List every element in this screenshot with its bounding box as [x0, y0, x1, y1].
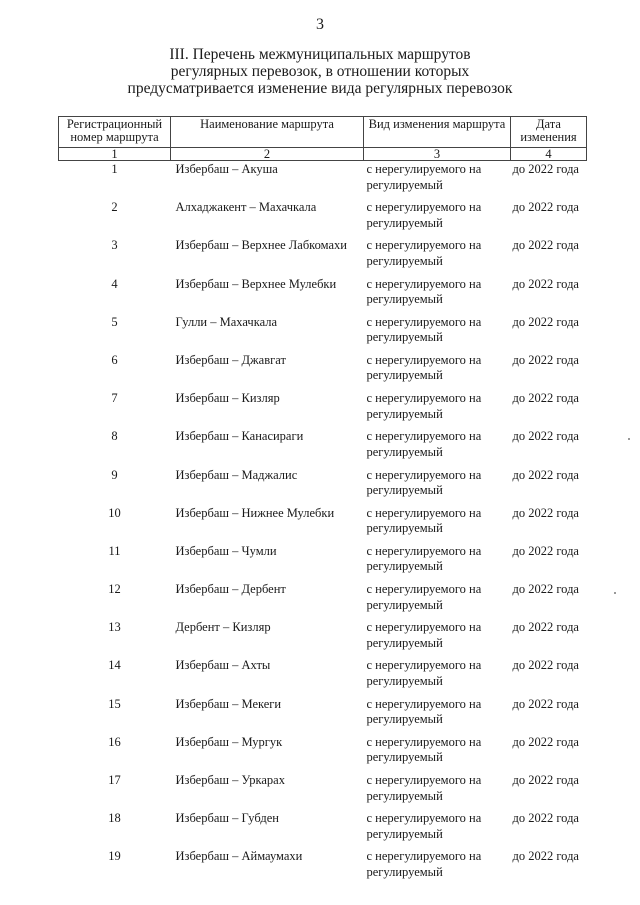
route-name: Избербаш – Уркарах [175, 773, 285, 787]
table-row [59, 199, 587, 237]
route-change-date: до 2022 года [512, 849, 579, 864]
route-change-type: с нерегулируемого на регулируемый [366, 391, 482, 421]
route-change-type: с нерегулируемого на регулируемый [366, 696, 482, 727]
route-change-date: до 2022 года [512, 658, 579, 673]
table-row [59, 237, 587, 275]
route-change-type: с нерегулируемого на регулируемый [366, 467, 482, 497]
route-reg-number: 3 [111, 238, 118, 253]
table-row [59, 390, 587, 428]
route-change-date: до 2022 года [512, 276, 579, 291]
route-name: Избербаш – Джавгат [175, 352, 286, 367]
route-name: Избербаш – Дербент [175, 582, 286, 597]
route-name: Избербаш – Акуша [175, 162, 278, 176]
route-name: Гулли – Махачкала [175, 314, 278, 329]
table-row [59, 734, 587, 772]
table-row [59, 581, 587, 619]
table-header [59, 117, 587, 161]
route-name: Избербаш – Мекеги [175, 696, 282, 711]
header-change-date: Дата изменения [511, 117, 587, 148]
table-row [59, 696, 587, 734]
table-row [59, 276, 587, 314]
table-row [59, 161, 587, 200]
route-change-date: до 2022 года [512, 314, 579, 329]
table-row [59, 619, 587, 657]
route-change-type: с нерегулируемого на регулируемый [366, 811, 482, 841]
route-change-type: с нерегулируемого на регулируемый [366, 658, 482, 688]
route-reg-number: 12 [108, 582, 121, 597]
header-number-4: 4 [511, 148, 587, 161]
route-change-date: до 2022 года [512, 429, 579, 444]
table-row [59, 772, 587, 810]
route-name: Избербаш – Мургук [175, 734, 283, 749]
route-reg-number: 16 [108, 734, 121, 749]
route-change-type: с нерегулируемого на регулируемый [366, 543, 482, 574]
route-reg-number: 9 [111, 467, 118, 482]
route-name: Избербаш – Верхнее Мулебки [175, 276, 337, 291]
route-change-date: до 2022 года [512, 734, 579, 749]
table-row [59, 352, 587, 390]
route-reg-number: 7 [111, 391, 118, 406]
title-line-1: III. Перечень межмуниципальных маршрутов [169, 46, 471, 63]
route-change-type: с нерегулируемого на регулируемый [366, 352, 482, 383]
table-row [59, 428, 587, 466]
table-row [59, 543, 587, 581]
route-name: Избербаш – Кизляр [175, 391, 280, 406]
scan-speck [628, 438, 630, 440]
route-reg-number: 19 [108, 849, 121, 864]
header-number-1: 1 [59, 148, 171, 161]
route-reg-number: 18 [108, 811, 121, 826]
route-change-type: с нерегулируемого на регулируемый [366, 238, 482, 268]
route-reg-number: 2 [111, 200, 118, 215]
route-name: Избербаш – Ахты [175, 658, 271, 673]
route-change-date: до 2022 года [512, 505, 579, 520]
route-change-date: до 2022 года [512, 352, 579, 367]
route-change-date: до 2022 года [512, 238, 579, 253]
route-reg-number: 10 [108, 505, 121, 520]
route-name: Избербаш – Чумли [175, 543, 277, 558]
route-name: Избербаш – Губден [175, 811, 279, 826]
route-name: Избербаш – Нижнее Мулебки [175, 505, 335, 520]
route-reg-number: 15 [108, 696, 121, 711]
table-row [59, 314, 587, 352]
route-change-date: до 2022 года [512, 391, 579, 406]
document-title [0, 46, 640, 97]
route-change-date: до 2022 года [512, 200, 579, 215]
route-change-type: с нерегулируемого на регулируемый [366, 773, 482, 803]
route-change-type: с нерегулируемого на регулируемый [366, 582, 482, 612]
route-change-type: с нерегулируемого на регулируемый [366, 620, 482, 650]
table-row [59, 505, 587, 543]
header-number-2: 2 [171, 148, 364, 161]
route-change-type: с нерегулируемого на регулируемый [366, 505, 482, 536]
header-change-type: Вид изменения маршрута [364, 117, 511, 148]
route-name: Избербаш – Маджалис [175, 467, 298, 482]
route-reg-number: 11 [108, 543, 121, 558]
route-name: Избербаш – Верхнее Лабкомахи [175, 238, 347, 253]
route-change-date: до 2022 года [512, 582, 579, 597]
route-change-type: с нерегулируемого на регулируемый [366, 314, 482, 345]
table-row [59, 810, 587, 848]
route-change-date: до 2022 года [512, 467, 579, 482]
title-line-3: предусматривается изменение вида регулярных перевозок [127, 80, 513, 97]
route-change-type: с нерегулируемого на регулируемый [366, 734, 482, 765]
route-change-type: с нерегулируемого на регулируемый [366, 276, 482, 307]
route-change-type: с нерегулируемого на регулируемый [366, 200, 482, 230]
route-reg-number: 5 [111, 314, 118, 329]
header-number-3: 3 [364, 148, 511, 161]
scan-speck [614, 592, 616, 594]
route-name: Алхаджакент – Махачкала [175, 200, 317, 215]
route-name: Избербаш – Аймаумахи [175, 849, 303, 864]
route-reg-number: 1 [111, 162, 118, 176]
table-row [59, 848, 587, 886]
route-reg-number: 14 [108, 658, 121, 673]
route-reg-number: 17 [108, 773, 121, 787]
route-change-date: до 2022 года [512, 543, 579, 558]
route-reg-number: 8 [111, 429, 118, 444]
header-reg-number: Регистрационный номер маршрута [59, 117, 171, 148]
route-change-type: с нерегулируемого на регулируемый [366, 849, 482, 879]
header-route-name: Наименование маршрута [171, 117, 364, 148]
routes-table [58, 116, 587, 887]
route-reg-number: 13 [108, 620, 121, 635]
route-change-type: с нерегулируемого на регулируемый [366, 162, 482, 192]
route-reg-number: 4 [111, 276, 118, 291]
route-change-type: с нерегулируемого на регулируемый [366, 429, 482, 459]
route-change-date: до 2022 года [512, 162, 579, 176]
route-change-date: до 2022 года [512, 620, 579, 635]
route-change-date: до 2022 года [512, 773, 579, 787]
table-row [59, 467, 587, 505]
page-number: 3 [316, 16, 324, 33]
table-body [59, 161, 587, 887]
route-name: Дербент – Кизляр [175, 620, 271, 635]
route-reg-number: 6 [111, 352, 118, 367]
table-row [59, 657, 587, 695]
route-change-date: до 2022 года [512, 811, 579, 826]
route-name: Избербаш – Канасираги [175, 429, 304, 444]
title-line-2: регулярных перевозок, в отношении которых [170, 63, 470, 80]
route-change-date: до 2022 года [512, 696, 579, 711]
